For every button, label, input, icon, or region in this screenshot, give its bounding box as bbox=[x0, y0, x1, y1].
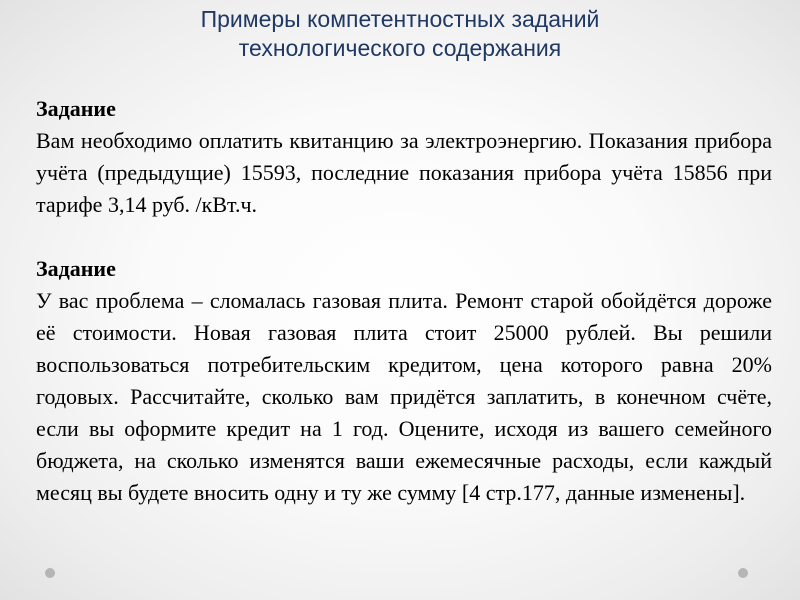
slide-title-line-1: Примеры компетентностных заданий bbox=[200, 6, 600, 32]
task-2-text: У вас проблема – сломалась газовая плита. Ремонт старой обойдётся дороже её стоимости. Новая газовая плита стоит 25000 рублей. Вы решили воспользоваться потребительским кредитом, цена которого равна 20% годовых. Рассчитайте, сколько вам придётся заплатить, в конечном счёте, если вы оформите кредит на 1 год. Оцените, исходя из вашего семейного бюджета, на сколько изменятся ваши ежемесячные расходы, если каждый месяц вы будете вносить одну и ту же сумму [4 стр.177, данные изменены]. bbox=[36, 288, 772, 505]
paragraph-spacer bbox=[36, 221, 772, 253]
slide-title-line-2: технологического содержания bbox=[238, 35, 562, 61]
task-1-heading: Задание bbox=[36, 96, 116, 121]
decorative-dot-right bbox=[738, 568, 748, 578]
task-1-text: Вам необходимо оплатить квитанцию за электроэнергию. Показания прибора учёта (предыдущие) 15593, последние показания прибора учёта 15856 при тарифе 3,14 руб. /кВт.ч. bbox=[36, 128, 772, 217]
task-2-heading: Задание bbox=[36, 256, 116, 281]
decorative-dot-left bbox=[45, 568, 55, 578]
slide-title bbox=[100, 5, 700, 63]
slide-content bbox=[36, 93, 772, 509]
